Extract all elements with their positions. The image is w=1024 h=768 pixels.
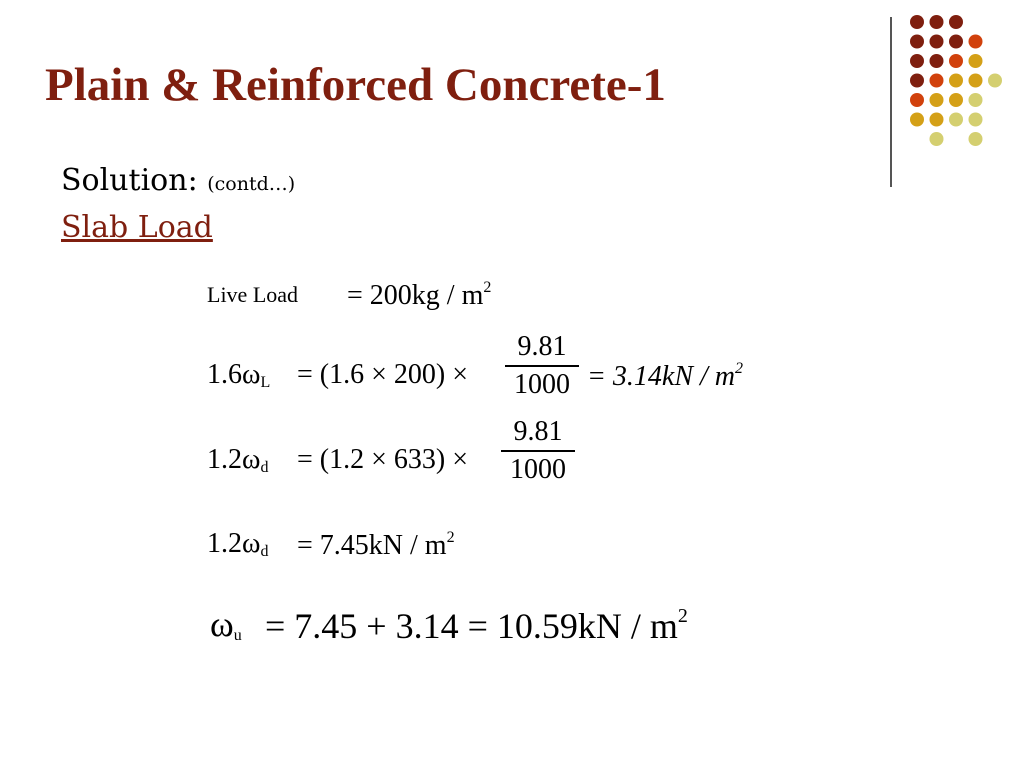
eq2-fraction-bar: [501, 450, 575, 452]
decorative-dot: [969, 35, 983, 49]
live-load-label: Live Load: [207, 282, 299, 307]
eq4-result-text: = 7.45 + 3.14 = 10.59kN / m: [265, 606, 678, 646]
decorative-dot: [930, 54, 944, 68]
decorative-dot: [949, 113, 963, 127]
eq1-subscript: L: [260, 374, 271, 391]
decorative-dot: [949, 35, 963, 49]
decorative-dot: [910, 93, 924, 107]
decorative-dot: [930, 132, 944, 146]
slide-title: Plain & Reinforced Concrete-1: [45, 59, 666, 111]
decorative-dot: [930, 74, 944, 88]
live-load-rhs: = 200kg / m: [347, 280, 484, 311]
decorative-dot: [969, 132, 983, 146]
eq1-fraction: [505, 333, 579, 399]
eq1-exponent: 2: [735, 360, 743, 377]
decorative-dot: [910, 113, 924, 127]
decorative-dot: [969, 74, 983, 88]
eq4-result: [265, 606, 688, 644]
decorative-dot: [988, 74, 1002, 88]
decorative-dot: [910, 35, 924, 49]
eq4-lhs: [210, 606, 242, 644]
eq3-result-text: = 7.45kN / m: [297, 530, 447, 561]
decorative-dot: [949, 54, 963, 68]
decorative-dot: [910, 74, 924, 88]
decorative-dot: [910, 54, 924, 68]
eq2-numerator: 9.81: [513, 416, 563, 447]
decorative-dot: [910, 15, 924, 29]
decorative-dot: [949, 93, 963, 107]
live-load-exponent: 2: [483, 279, 492, 296]
decorative-dot: [930, 15, 944, 29]
decorative-dot: [969, 54, 983, 68]
eq2-lhs-text: 1.2ω: [207, 444, 261, 475]
decorative-dot: [930, 35, 944, 49]
eq2-denominator: 1000: [510, 454, 566, 485]
solution-label: Solution:: [61, 163, 198, 198]
decorative-dot: [949, 74, 963, 88]
eq1-lhs: [207, 361, 270, 391]
live-load-value: [347, 280, 491, 310]
eq1-result-text: = 3.14kN / m: [587, 361, 735, 392]
decorative-dot: [969, 93, 983, 107]
vertical-divider: [890, 17, 892, 187]
eq4-subscript: u: [233, 627, 242, 644]
eq3-exponent: 2: [446, 529, 455, 546]
slab-load-heading: Slab Load: [61, 210, 213, 245]
eq1-lhs-text: 1.6ω: [207, 359, 261, 390]
eq3-lhs-text: 1.2ω: [207, 528, 261, 559]
contd-label: (contd…): [207, 173, 296, 195]
eq3-result: [297, 530, 455, 560]
eq1-result: [587, 361, 743, 391]
solution-heading: [61, 163, 295, 199]
eq1-numerator: 9.81: [517, 331, 567, 362]
decorative-dot: [930, 113, 944, 127]
eq3-subscript: d: [260, 543, 269, 560]
decorative-dot: [949, 15, 963, 29]
eq1-middle: = (1.6 × 200) ×: [297, 359, 469, 390]
decorative-dot: [969, 113, 983, 127]
eq2-subscript: d: [260, 459, 269, 476]
eq2-middle: = (1.2 × 633) ×: [297, 444, 469, 475]
eq3-lhs: [207, 530, 268, 560]
eq4-lhs-text: ω: [210, 604, 234, 644]
decorative-dot: [930, 93, 944, 107]
eq2-lhs: [207, 446, 268, 476]
eq1-fraction-bar: [505, 365, 579, 367]
eq1-denominator: 1000: [514, 369, 570, 400]
eq4-exponent: 2: [677, 605, 688, 627]
eq2-fraction: [501, 418, 575, 484]
